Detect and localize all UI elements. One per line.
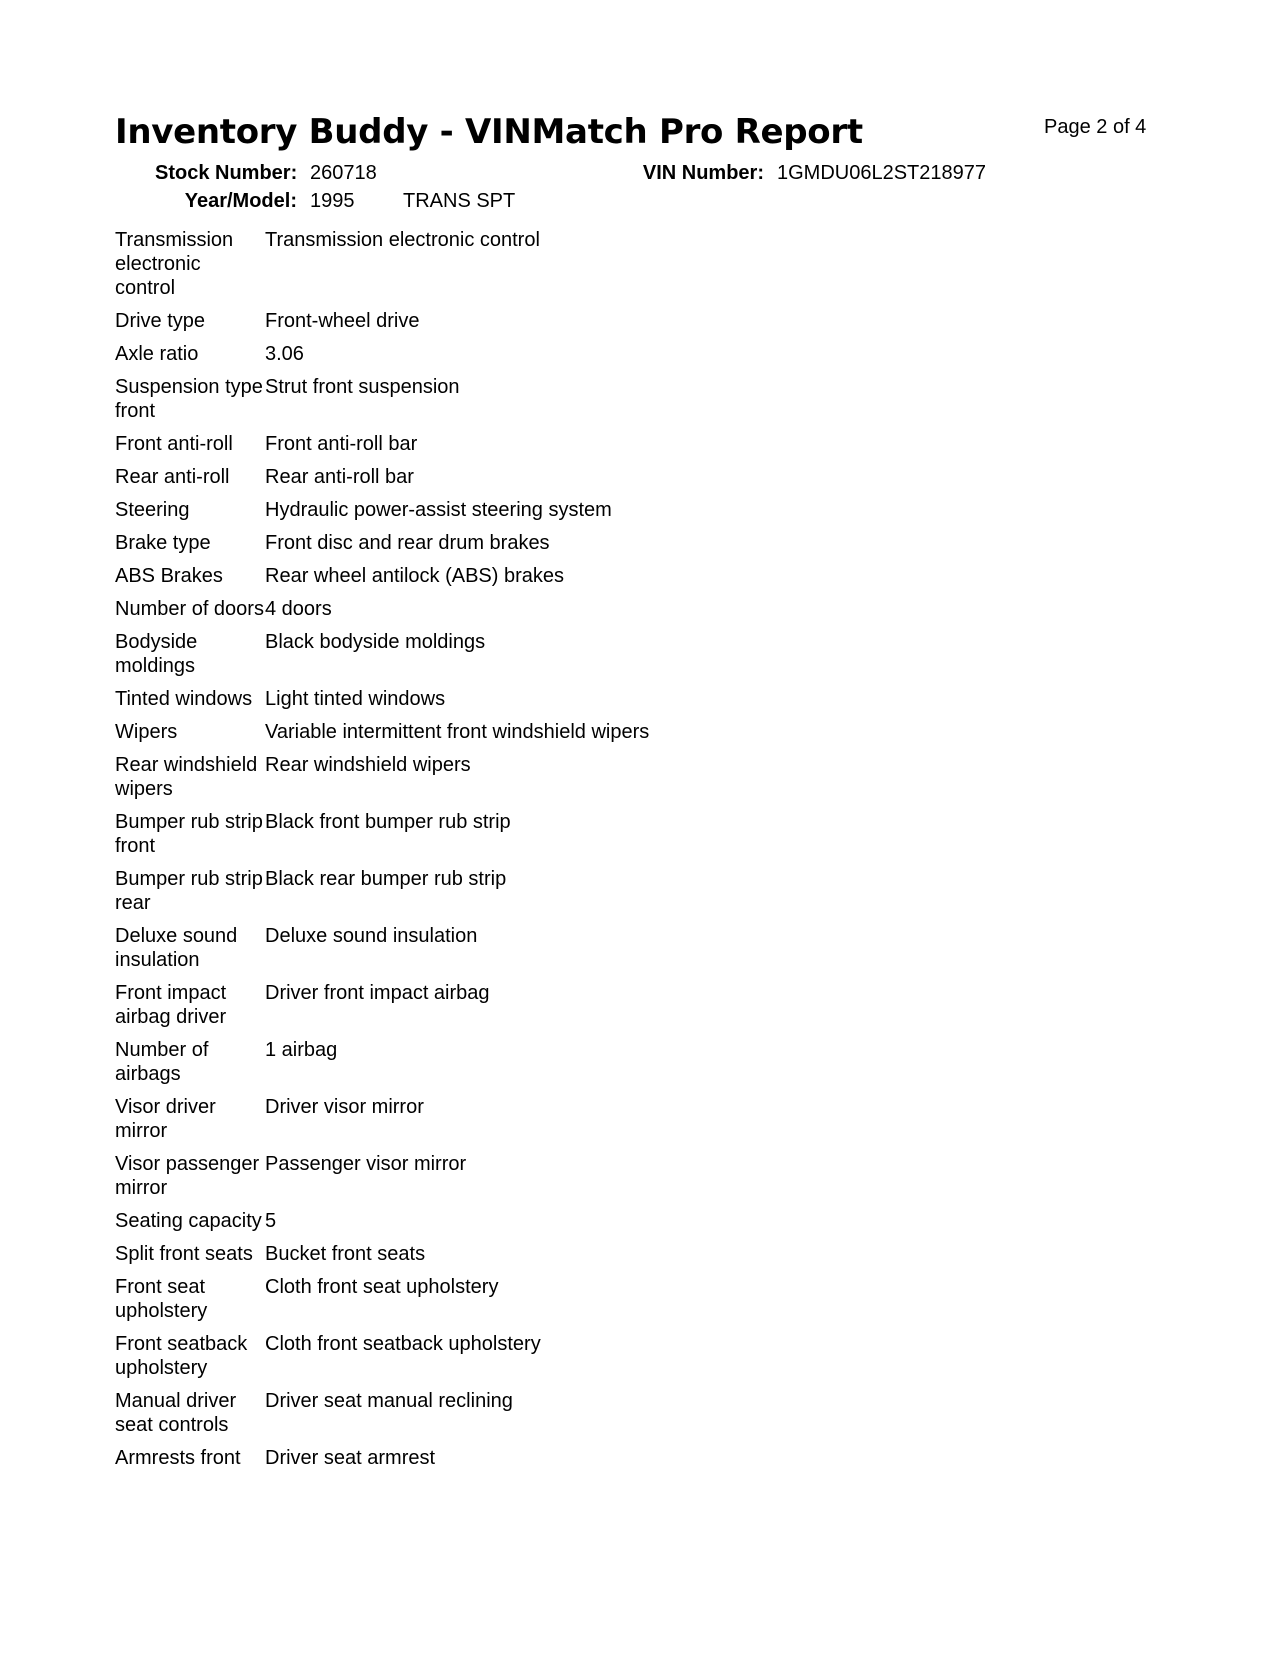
spec-name: Steering — [115, 499, 190, 521]
spec-name: Bumper rub strip rear — [115, 868, 263, 914]
spec-value: Rear windshield wipers — [265, 754, 471, 776]
spec-name: Rear anti-roll — [115, 466, 230, 488]
spec-row — [115, 498, 815, 531]
spec-name: Bodyside moldings — [115, 631, 198, 677]
stock-number-label: Stock Number: — [155, 162, 298, 184]
spec-value: Driver visor mirror — [265, 1096, 424, 1118]
spec-row — [115, 924, 815, 981]
spec-row — [115, 531, 815, 564]
spec-value: Driver seat manual reclining — [265, 1390, 513, 1412]
spec-value: Front disc and rear drum brakes — [265, 532, 550, 554]
spec-name: Number of doors — [115, 598, 264, 620]
stock-number-value: 260718 — [310, 162, 377, 184]
spec-value: Rear wheel antilock (ABS) brakes — [265, 565, 565, 587]
spec-name: Brake type — [115, 532, 211, 554]
spec-value: Transmission electronic control — [265, 229, 540, 251]
spec-name: Suspension type front — [115, 376, 263, 422]
spec-value: Hydraulic power-assist steering system — [265, 499, 612, 521]
spec-value: Driver front impact airbag — [265, 982, 490, 1004]
spec-row — [115, 753, 815, 810]
spec-value: Bucket front seats — [265, 1243, 426, 1265]
spec-row — [115, 1152, 815, 1209]
spec-value: 3.06 — [265, 343, 304, 365]
spec-value: Deluxe sound insulation — [265, 925, 478, 947]
spec-name: Visor driver mirror — [115, 1096, 216, 1142]
spec-name: Front seat upholstery — [115, 1276, 208, 1322]
spec-row — [115, 1038, 815, 1095]
spec-name: Seating capacity — [115, 1210, 262, 1232]
spec-name: Manual driver seat controls — [115, 1390, 237, 1436]
spec-value: Black bodyside moldings — [265, 631, 486, 653]
spec-name: Drive type — [115, 310, 206, 332]
spec-value: Black front bumper rub strip — [265, 811, 511, 833]
spec-row — [115, 375, 815, 432]
spec-name: Axle ratio — [115, 343, 199, 365]
spec-value: 5 — [265, 1210, 277, 1232]
spec-value: Strut front suspension — [265, 376, 460, 398]
spec-row — [115, 630, 815, 687]
spec-name: Number of airbags — [115, 1039, 209, 1085]
spec-row — [115, 1209, 815, 1242]
spec-name: Transmission electronic control — [115, 229, 234, 299]
vin-number-value: 1GMDU06L2ST218977 — [777, 162, 987, 184]
spec-value: Front-wheel drive — [265, 310, 420, 332]
spec-row — [115, 981, 815, 1038]
year-model-label: Year/Model: — [184, 190, 297, 212]
spec-name: Rear windshield wipers — [115, 754, 258, 800]
spec-row — [115, 1095, 815, 1152]
report-title: Inventory Buddy - VINMatch Pro Report — [115, 112, 863, 152]
spec-name: Front impact airbag driver — [115, 982, 227, 1028]
spec-value: Light tinted windows — [265, 688, 446, 710]
spec-row — [115, 309, 815, 342]
spec-name: Armrests front — [115, 1447, 241, 1469]
spec-value: Front anti-roll bar — [265, 433, 418, 455]
spec-name: Front anti-roll — [115, 433, 233, 455]
spec-row — [115, 1242, 815, 1275]
spec-table — [115, 228, 815, 1479]
spec-name: ABS Brakes — [115, 565, 223, 587]
spec-value: Driver seat armrest — [265, 1447, 436, 1469]
spec-row — [115, 687, 815, 720]
vin-number-label: VIN Number: — [642, 162, 764, 184]
spec-row — [115, 810, 815, 867]
spec-name: Visor passenger mirror — [115, 1153, 260, 1199]
spec-row — [115, 597, 815, 630]
spec-value: Rear anti-roll bar — [265, 466, 414, 488]
spec-value: 1 airbag — [265, 1039, 338, 1061]
spec-name: Split front seats — [115, 1243, 253, 1265]
spec-row — [115, 720, 815, 753]
spec-row — [115, 1332, 815, 1389]
spec-name: Tinted windows — [115, 688, 253, 710]
spec-row — [115, 432, 815, 465]
spec-row — [115, 1446, 815, 1479]
spec-row — [115, 1389, 815, 1446]
spec-row — [115, 465, 815, 498]
spec-name: Bumper rub strip front — [115, 811, 263, 857]
spec-name: Front seatback upholstery — [115, 1333, 248, 1379]
spec-row — [115, 1275, 815, 1332]
spec-value: Cloth front seat upholstery — [265, 1276, 499, 1298]
spec-value: Passenger visor mirror — [265, 1153, 467, 1175]
spec-row — [115, 564, 815, 597]
spec-row — [115, 342, 815, 375]
spec-name: Wipers — [115, 721, 178, 743]
model-value: TRANS SPT — [403, 190, 516, 212]
spec-name: Deluxe sound insulation — [115, 925, 238, 971]
spec-row — [115, 867, 815, 924]
year-value: 1995 — [310, 190, 355, 212]
spec-value: Cloth front seatback upholstery — [265, 1333, 541, 1355]
spec-row — [115, 228, 815, 309]
spec-value: Black rear bumper rub strip — [265, 868, 507, 890]
spec-value: Variable intermittent front windshield wipers — [265, 721, 650, 743]
spec-value: 4 doors — [265, 598, 332, 620]
page-number: Page 2 of 4 — [1044, 116, 1147, 138]
